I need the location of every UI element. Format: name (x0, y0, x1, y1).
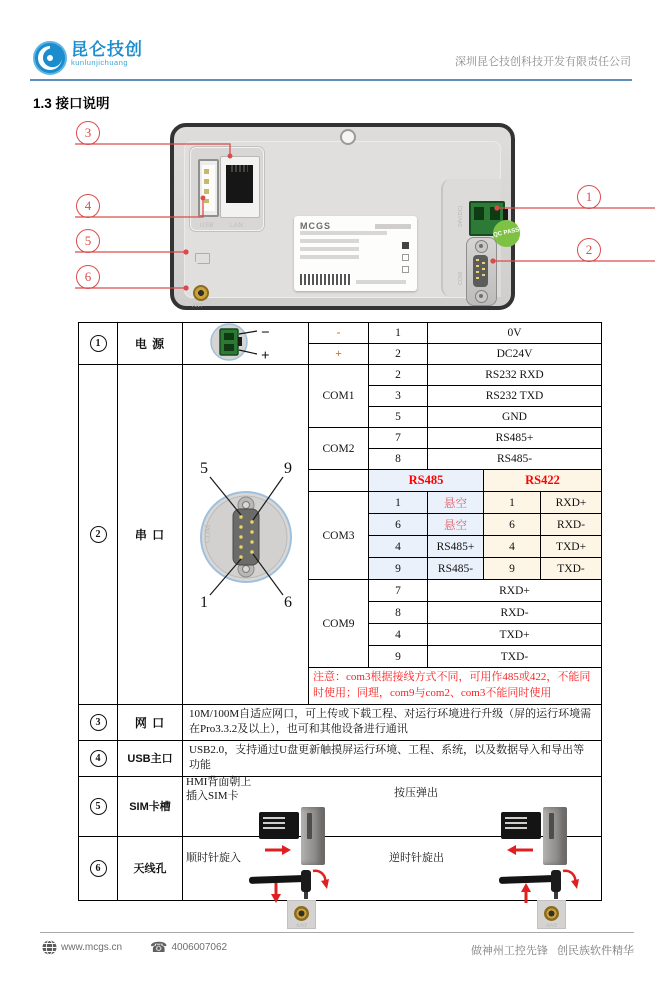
val-cell: 悬空 (428, 514, 484, 536)
table-row (79, 704, 602, 740)
callout-3: 3 (76, 121, 100, 145)
row-ant-label: 天线孔 (118, 836, 183, 900)
row-serial-label: 串 口 (118, 365, 183, 705)
footer (40, 940, 634, 958)
callout-2: 2 (577, 238, 601, 262)
com2-label: COM2 (309, 428, 369, 470)
pin-cell: 1 (484, 492, 541, 514)
desc-cell: RS232 RXD (428, 365, 602, 386)
ant-label: ANT (192, 303, 203, 309)
desc-cell: GND (428, 407, 602, 428)
sim-row-content (183, 776, 602, 836)
pin-cell: 9 (369, 646, 428, 668)
antenna-in-text: 顺时针旋入 (186, 851, 241, 864)
logo-subtitle: kunlunjichuang (71, 58, 129, 67)
lan-desc: 10M/100M自适应网口，可上传或下载工程、对运行环境进行升级（屏的运行环境需在Pro3.3.2及以上），也可和其他设备进行通讯 (183, 704, 602, 740)
pin-cell: 8 (369, 602, 428, 624)
interface-table (78, 322, 602, 930)
power-pin-no: 2 (369, 344, 428, 365)
arrow-down-icon (271, 883, 281, 903)
com3-label: COM3 (309, 492, 369, 580)
row-lan-num: 3 (79, 704, 118, 740)
header-rule (30, 79, 632, 81)
svg-text:1: 1 (199, 593, 208, 611)
com1-label: COM1 (309, 365, 369, 428)
desc-cell: RS485+ (428, 428, 602, 449)
serial-note: 注意：com3根据接线方式不同，可用作485或422，不能同时使用；同理，com9与com2、com3不能同时使用 (309, 668, 602, 705)
callout-6: 6 (76, 265, 100, 289)
pin-cell: 3 (369, 386, 428, 407)
svg-text:9: 9 (283, 459, 292, 477)
pin-cell: 6 (484, 514, 541, 536)
svg-text:6: 6 (283, 593, 292, 611)
val-cell: 悬空 (428, 492, 484, 514)
barcode (300, 274, 352, 285)
antenna-out-text: 逆时针旋出 (389, 851, 444, 864)
company-name: 深圳昆仑技创科技开发有限责任公司 (455, 56, 631, 68)
pin-cell: 2 (369, 365, 428, 386)
row-serial-num: 2 (79, 365, 118, 705)
row-ant-num: 6 (79, 836, 118, 900)
rotate-arrow-icon (309, 869, 331, 893)
row-sim-num: 5 (79, 776, 118, 836)
antenna-row-content (183, 836, 602, 930)
sim-insert-text: HMI背面朝上 插入SIM卡 (186, 775, 252, 802)
logo-swirl-icon (33, 41, 67, 75)
com9-label: COM9 (309, 580, 369, 668)
spec-sticker (294, 216, 417, 291)
row-lan-label: 网 口 (118, 704, 183, 740)
power-pin-desc: 0V (428, 323, 602, 344)
pin-cell: 1 (369, 492, 428, 514)
callout-1: 1 (577, 185, 601, 209)
desc-cell: RXD+ (428, 580, 602, 602)
table-row (79, 776, 602, 836)
power-pin-no: 1 (369, 323, 428, 344)
desc-cell: RS485- (428, 449, 602, 470)
qc-pass-sticker: QC PASS (490, 217, 522, 249)
empty-cell (309, 470, 369, 492)
power-connector-diagram (187, 323, 305, 364)
val-cell: RS485+ (428, 536, 484, 558)
usb-desc: USB2.0，支持通过U盘更新触摸屏运行环境、工程、系统，以及数据导入和导出等功能 (183, 740, 602, 776)
svg-text:COM: COM (202, 524, 212, 543)
pin-cell: 5 (369, 407, 428, 428)
desc-cell: TXD+ (428, 624, 602, 646)
hmi-back-panel (170, 123, 521, 310)
pin-cell: 4 (369, 624, 428, 646)
pin-cell: 8 (369, 449, 428, 470)
row-power-label: 电 源 (118, 323, 183, 365)
phone-icon: ☎ (150, 939, 168, 955)
antenna-out-photo: ANT (499, 869, 589, 931)
row-usb-num: 4 (79, 740, 118, 776)
rs485-header: RS485 (369, 470, 484, 492)
pin-cell: 4 (369, 536, 428, 558)
val-cell: TXD- (541, 558, 602, 580)
table-row (79, 836, 602, 900)
footer-website: www.mcgs.cn (61, 942, 123, 953)
row-sim-label: SIM卡槽 (118, 776, 183, 836)
mounting-hole (340, 129, 356, 145)
sim-eject-text: 按压弹出 (394, 786, 438, 799)
svg-text:−: − (260, 325, 270, 341)
val-cell: RXD- (541, 514, 602, 536)
pin-cell: 4 (484, 536, 541, 558)
antenna-in-photo: ANT (249, 869, 339, 931)
row-power-num: 1 (79, 323, 118, 365)
val-cell: RS485- (428, 558, 484, 580)
table-row (79, 323, 602, 344)
company-logo (33, 41, 143, 75)
antenna-connector (193, 285, 209, 301)
footer-rule (40, 932, 634, 933)
sim-slot-mark (195, 253, 210, 264)
pin-cell: 6 (369, 514, 428, 536)
power-diagram-cell (183, 323, 309, 365)
footer-phone: 4006007062 (171, 941, 228, 953)
pin-cell: 9 (484, 558, 541, 580)
power-side-label: 24V(DC) (458, 205, 464, 227)
pin-cell: 7 (369, 428, 428, 449)
com-side-label: COM (458, 272, 464, 285)
serial-diagram-cell (183, 365, 309, 705)
pin-cell: 9 (369, 558, 428, 580)
desc-cell: RS232 TXD (428, 386, 602, 407)
callout-4: 4 (76, 194, 100, 218)
desc-cell: TXD- (428, 646, 602, 668)
callout-5: 5 (76, 229, 100, 253)
svg-text:5: 5 (199, 459, 208, 477)
footer-slogan: 做神州工控先锋 创民族软件精华 (470, 945, 634, 957)
val-cell: RXD+ (541, 492, 602, 514)
power-pin-sym: + (309, 344, 369, 365)
brand-text: MCGS (300, 221, 331, 231)
val-cell: TXD+ (541, 536, 602, 558)
table-row (79, 365, 602, 386)
logo-title: 昆仑技创 (71, 40, 143, 59)
lan-port-label: LAN (230, 223, 244, 229)
row-usb-label: USB主口 (118, 740, 183, 776)
pin-cell: 7 (369, 580, 428, 602)
usb-port (198, 159, 219, 217)
rotate-arrow-icon (559, 869, 581, 893)
power-pin-desc: DC24V (428, 344, 602, 365)
arrow-up-icon (521, 883, 531, 903)
globe-icon (42, 940, 57, 955)
com-db9-connector (466, 237, 497, 306)
power-pin-sym: - (309, 323, 369, 344)
db9-pinout-diagram (184, 455, 308, 611)
svg-text:+: + (260, 348, 270, 364)
rs422-header: RS422 (484, 470, 602, 492)
lan-port (220, 156, 260, 218)
device-figure (0, 118, 659, 318)
desc-cell: RXD- (428, 602, 602, 624)
table-row (79, 740, 602, 776)
section-title: 1.3 接口说明 (33, 96, 110, 111)
usb-port-label: USB (200, 223, 214, 229)
